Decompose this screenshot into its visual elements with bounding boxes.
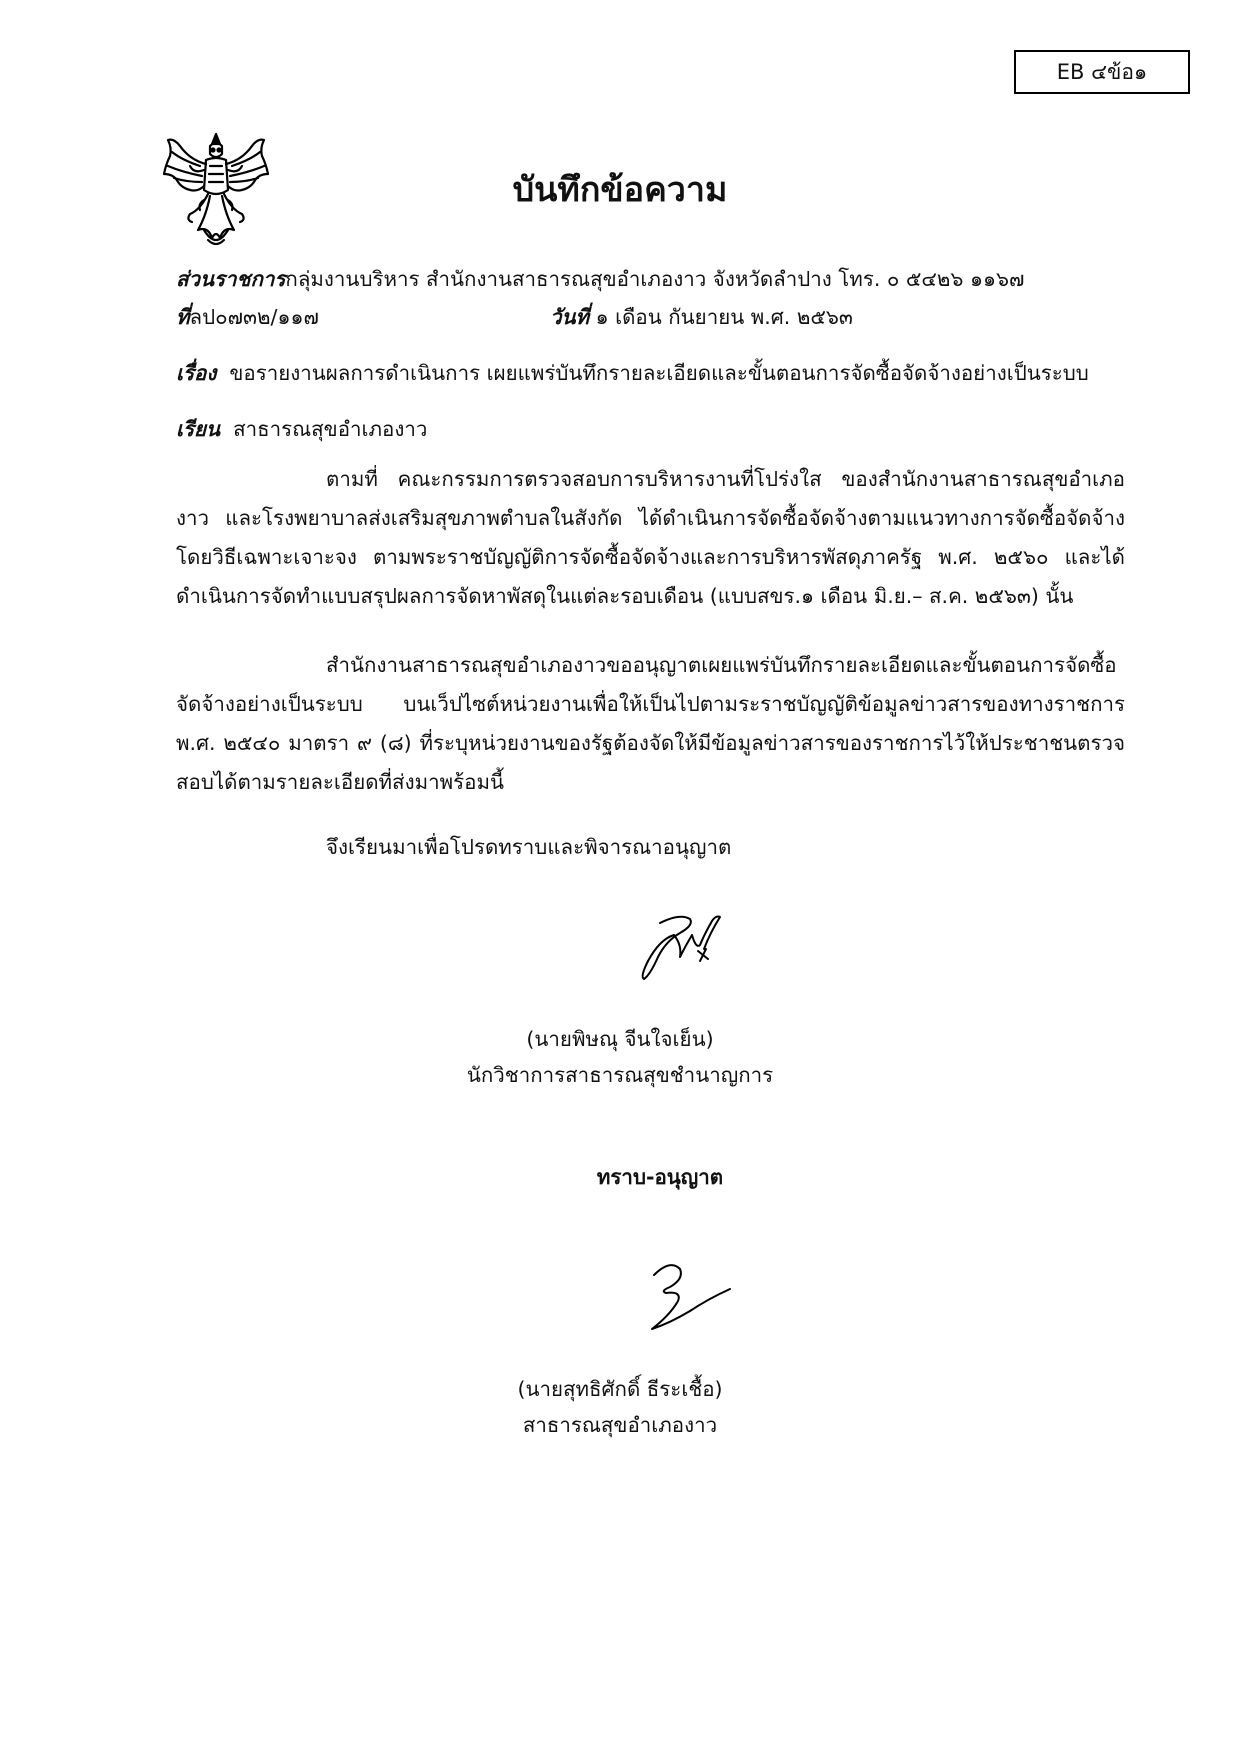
document-code-box	[1014, 50, 1190, 94]
agency-line	[176, 264, 1024, 294]
recipient-value: สาธารณสุขอำเภองาว	[233, 417, 428, 441]
reference-line	[176, 302, 319, 332]
signer-1-position: นักวิชาการสาธารณสุขชำนาญการ	[466, 1063, 774, 1087]
date-line	[550, 302, 853, 332]
reference-value: ลป๐๗๓๒/๑๑๗	[189, 305, 319, 329]
body-paragraph-2	[176, 646, 1125, 802]
date-value: ๑ เดือน กันยายน พ.ศ. ๒๕๖๓	[589, 305, 853, 329]
document-code: EB ๔ข้อ๑	[1056, 60, 1148, 84]
signature-1-image	[630, 905, 740, 985]
approval-text: ทราบ-อนุญาต	[596, 1165, 724, 1189]
paragraph-2-text: สำนักงานสาธารณสุขอำเภองาวขออนุญาตเผยแพร่บันทึกรายละเอียดและขั้นตอนการจัดซื้อจัดจ้างอย่างเป็นระบบ บนเว็ปไซต์หน่วยงานเพื่อให้เป็นไปตามระราชบัญญัติข้อมูลข่าวสารของทางราชการ พ.ศ. ๒๕๔๐ มาตรา ๙ (๘) ที่ระบุหน่วยงานของรัฐต้องจัดให้มีข้อมูลข่าวสารของราชการไว้ให้ประชาชนตรวจสอบได้ตามรายละเอียดที่ส่งมาพร้อมนี้	[176, 653, 1125, 794]
recipient-label: เรียน	[176, 417, 221, 441]
subject-value: ขอรายงานผลการดำเนินการ เผยแพร่บันทึกรายละเอียดและขั้นตอนการจัดซื้อจัดจ้างอย่างเป็นระบบ	[229, 361, 1089, 385]
recipient-line	[176, 414, 427, 444]
signer-2-position: สาธารณสุขอำเภองาว	[522, 1413, 718, 1437]
subject-label: เรื่อง	[176, 361, 217, 385]
agency-label: ส่วนราชการ	[176, 267, 286, 291]
signer-1-name: (นายพิษณุ จีนใจเย็น)	[526, 1027, 714, 1051]
date-label: วันที่	[550, 305, 590, 329]
signer-2-name: (นายสุทธิศักดิ์ ธีระเชื้อ)	[517, 1377, 723, 1401]
agency-value: กลุ่มงานบริหาร สำนักงานสาธารณสุขอำเภองาว จังหวัดลำปาง โทร. ๐ ๕๔๒๖ ๑๑๖๗	[285, 267, 1025, 291]
signature-2-image	[630, 1255, 740, 1335]
paragraph-1-text: ตามที่ คณะกรรมการตรวจสอบการบริหารงานที่โปร่งใส ของสำนักงานสาธารณสุขอำเภองาว และโรงพยาบาลส่งเสริมสุขภาพตำบลในสังกัด ได้ดำเนินการจัดซื้อจัดจ้างตามแนวทางการจัดซื้อจัดจ้างโดยวิธีเฉพาะเจาะจง ตามพระราชบัญญัติการจัดซื้อจัดจ้างและการบริหารพัสดุภาครัฐ พ.ศ. ๒๕๖๐ และได้ดำเนินการจัดทำแบบสรุปผลการจัดหาพัสดุในแต่ละรอบเดือน (แบบสขร.๑ เดือน มิ.ย.– ส.ค. ๒๕๖๓) นั้น	[176, 467, 1125, 608]
closing-line: จึงเรียนมาเพื่อโปรดทราบและพิจารณาอนุญาต	[326, 835, 732, 859]
reference-label: ที่	[176, 305, 190, 329]
memo-title: บันทึกข้อความ	[512, 170, 728, 210]
subject-line	[176, 358, 1089, 388]
body-paragraph-1	[176, 460, 1125, 616]
